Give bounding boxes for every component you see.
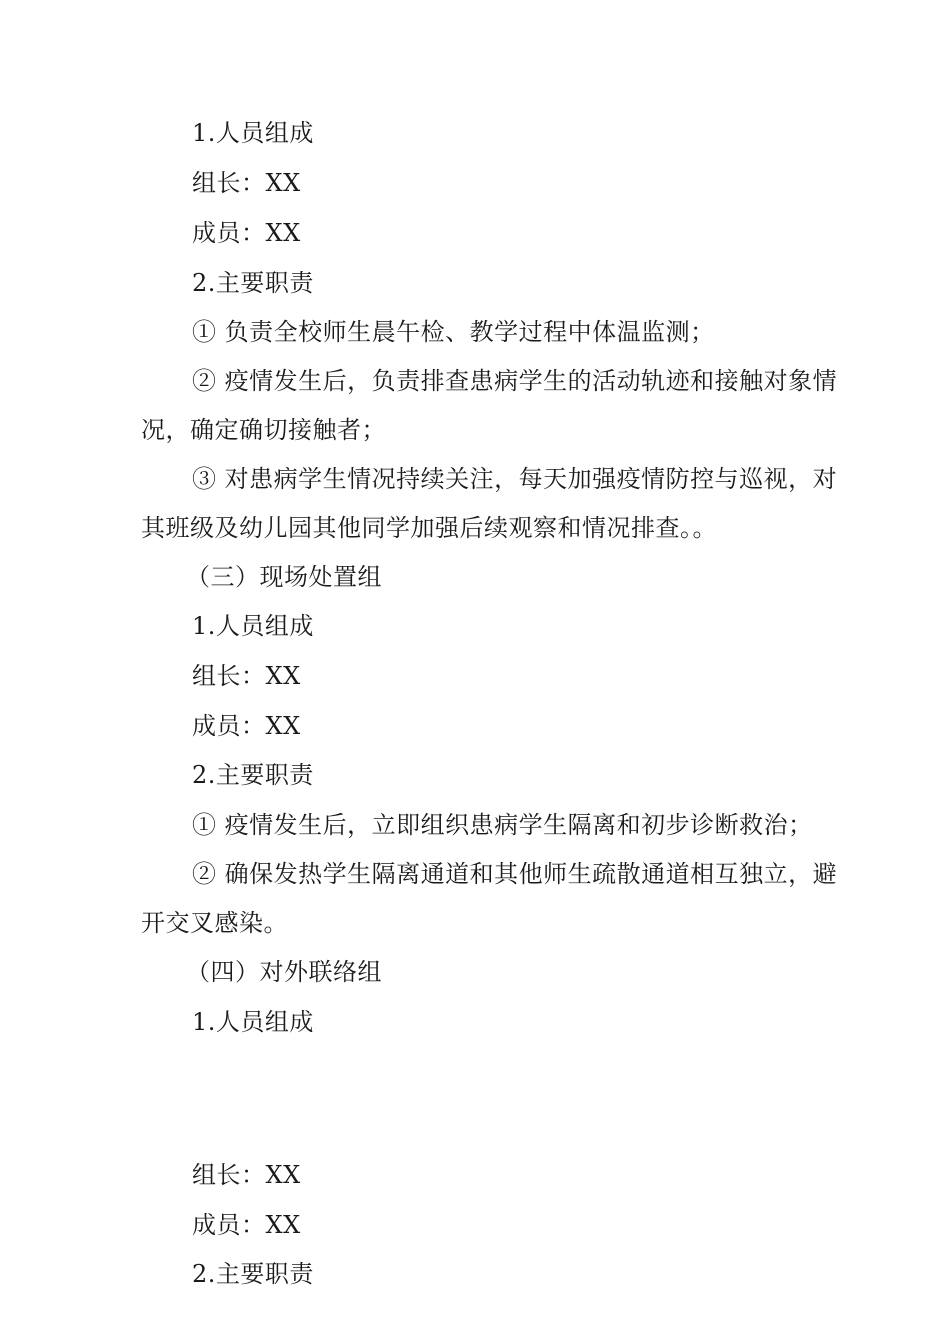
item-personnel-heading: 1.人员组成 [192,1008,314,1036]
duty-item-2-continued: 况，确定确切接触者； [141,416,386,444]
duty-item-3: ③ 对患病学生情况持续关注，每天加强疫情防控与巡视，对 [192,465,838,493]
group-members-line: 成员：XX [192,219,301,247]
group-members-line: 成员：XX [192,712,301,740]
section-heading-onsite-disposal: （三）现场处置组 [186,563,382,591]
group-leader-line: 组长：XX [192,662,301,690]
duty-item-1: ① 疫情发生后，立即组织患病学生隔离和初步诊断救治； [192,811,813,839]
duty-item-3-continued: 其班级及幼儿园其他同学加强后续观察和情况排查。。 [141,514,717,542]
item-duties-heading: 2.主要职责 [192,1260,314,1288]
item-personnel-heading: 1.人员组成 [192,612,314,640]
item-duties-heading: 2.主要职责 [192,761,314,789]
duty-item-2: ② 确保发热学生隔离通道和其他师生疏散通道相互独立，避 [192,860,838,888]
duty-item-1: ① 负责全校师生晨午检、教学过程中体温监测； [192,318,715,346]
duty-item-2: ② 疫情发生后，负责排查患病学生的活动轨迹和接触对象情 [192,367,838,395]
item-duties-heading: 2.主要职责 [192,269,314,297]
group-members-line: 成员：XX [192,1211,301,1239]
group-leader-line: 组长：XX [192,169,301,197]
group-leader-line: 组长：XX [192,1161,301,1189]
item-personnel-heading: 1.人员组成 [192,119,314,147]
section-heading-external-liaison: （四）对外联络组 [186,958,382,986]
duty-item-2-continued: 开交叉感染。 [141,909,288,937]
